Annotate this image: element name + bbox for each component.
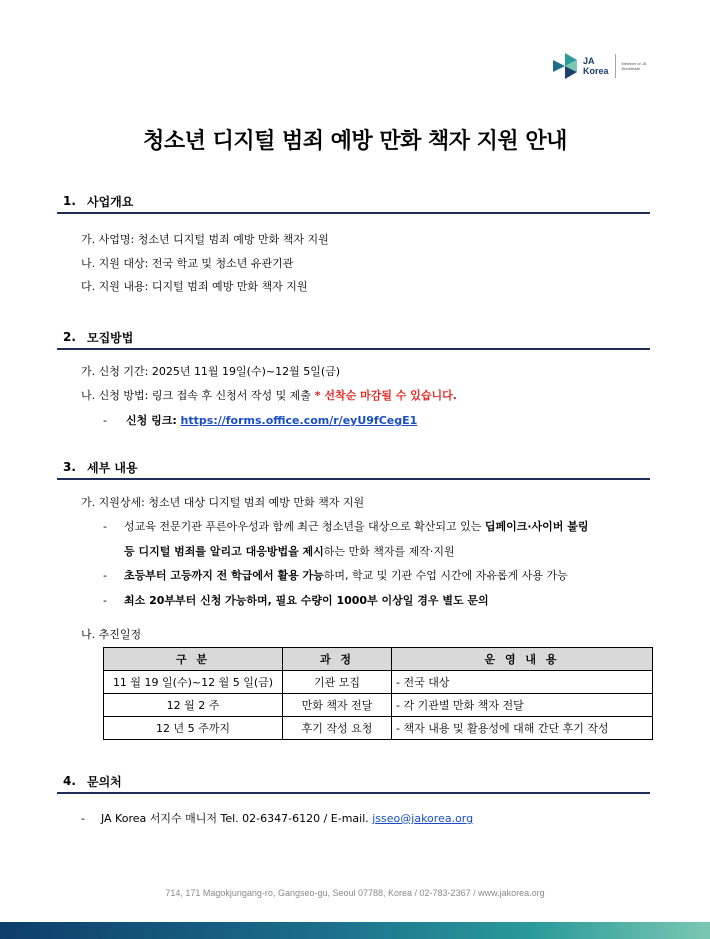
footer-address: 714, 171 Magokjungang-ro, Gangseo-gu, Seoul 07788, Korea / 02-783-2367 / www.jakorea.org (165, 888, 545, 898)
logo-member-text: Member of JA Worldwide (621, 61, 647, 71)
table-cell: - 각 기관별 만화 책자 전달 (392, 694, 653, 717)
bullet-dash: - (81, 812, 85, 825)
table-cell: - 전국 대상 (392, 671, 653, 694)
schedule-table (103, 647, 653, 740)
overview-item-name: 가. 사업명: 청소년 디지털 범죄 예방 만화 책자 지원 (81, 233, 329, 246)
table-row (104, 717, 653, 740)
logo-name: JA Korea (583, 56, 609, 76)
section-number: 4. (63, 774, 76, 788)
section-number: 3. (63, 460, 76, 474)
section-recruitment (57, 326, 650, 350)
ja-korea-logo (553, 50, 652, 82)
deadline-warning: * 선착순 마감될 수 있습니다. (310, 389, 457, 402)
section-number: 1. (63, 194, 76, 208)
detail-bullet-1-tail: 하는 만화 책자를 제작·지원 (323, 545, 455, 558)
detail-bullet-1-emphasis-2: 등 디지털 범죄를 알리고 대응방법을 제시 (124, 545, 324, 558)
logo-divider (615, 54, 616, 78)
detail-bullet-2-text: 하며, 학교 및 기관 수업 시간에 자유롭게 사용 가능 (323, 569, 568, 582)
contact-text: JA Korea 서지수 매니저 Tel. 02-6347-6120 / E-mail. (100, 812, 373, 825)
overview-item-target: 나. 지원 대상: 전국 학교 및 청소년 유관기관 (81, 257, 294, 270)
section-heading: 모집방법 (87, 330, 134, 345)
application-link-label: 신청 링크: (125, 414, 181, 427)
application-link-row (103, 412, 417, 428)
table-header: 과 정 (283, 648, 392, 671)
table-cell: 후기 작성 요청 (283, 717, 392, 740)
table-cell: - 책자 내용 및 활용성에 대해 간단 후기 작성 (392, 717, 653, 740)
table-cell: 기관 모집 (283, 671, 392, 694)
ja-logo-mark-icon (553, 53, 577, 79)
section-details (57, 456, 650, 480)
table-cell: 11 월 19 일(수)~12 월 5 일(금) (104, 671, 283, 694)
table-row (104, 694, 653, 717)
detail-bullet-2-emphasis: 초등부터 고등까지 전 학급에서 활용 가능 (123, 569, 324, 582)
section-divider (57, 792, 650, 794)
table-cell: 12 년 5 주까지 (104, 717, 283, 740)
section-contact (57, 770, 650, 794)
application-method-text: 나. 신청 방법: 링크 접속 후 신청서 작성 및 제출 (81, 389, 311, 402)
table-header: 운 영 내 용 (392, 648, 653, 671)
page-title: 청소년 디지털 범죄 예방 만화 책자 지원 안내 (143, 129, 567, 154)
support-detail-heading: 가. 지원상세: 청소년 대상 디지털 범죄 예방 만화 책자 지원 (81, 496, 365, 509)
detail-bullet-2 (103, 567, 568, 583)
table-header: 구 분 (104, 648, 283, 671)
table-row (104, 671, 653, 694)
section-divider (57, 478, 650, 480)
detail-bullet-1-cont (124, 543, 455, 559)
section-divider (57, 212, 650, 214)
footer-color-band (0, 922, 710, 939)
section-overview (57, 190, 650, 214)
section-number: 2. (63, 330, 76, 344)
contact-line (81, 810, 473, 826)
detail-bullet-1-text: 성교육 전문기관 푸른아우성과 함께 최근 청소년을 대상으로 확산되고 있는 (123, 520, 485, 533)
overview-item-content: 다. 지원 내용: 디지털 범죄 예방 만화 책자 지원 (81, 280, 308, 293)
detail-bullet-3 (103, 592, 489, 608)
bullet-dash: - (103, 520, 107, 533)
schedule-heading: 나. 추진일정 (81, 628, 142, 641)
table-cell: 만화 책자 전달 (283, 694, 392, 717)
contact-email-link[interactable]: jsseo@jakorea.org (372, 812, 474, 825)
table-cell: 12 월 2 주 (104, 694, 283, 717)
application-period: 가. 신청 기간: 2025년 11월 19일(수)~12월 5일(금) (81, 365, 341, 378)
application-form-link[interactable]: https://forms.office.com/r/eyU9fCegE1 (180, 414, 418, 427)
bullet-dash: - (103, 414, 107, 427)
section-divider (57, 348, 650, 350)
detail-bullet-1-emphasis: 딥페이크·사이버 불링 (484, 520, 589, 533)
application-method (81, 387, 457, 403)
bullet-dash: - (103, 594, 107, 607)
detail-bullet-1 (103, 518, 589, 534)
detail-bullet-3-emphasis: 최소 20부부터 신청 가능하며, 필요 수량이 1000부 이상일 경우 별도 문의 (123, 594, 489, 607)
bullet-dash: - (103, 569, 107, 582)
section-heading: 사업개요 (87, 194, 134, 209)
table-header-row (104, 648, 653, 671)
section-heading: 세부 내용 (87, 460, 138, 475)
section-heading: 문의처 (87, 774, 122, 789)
